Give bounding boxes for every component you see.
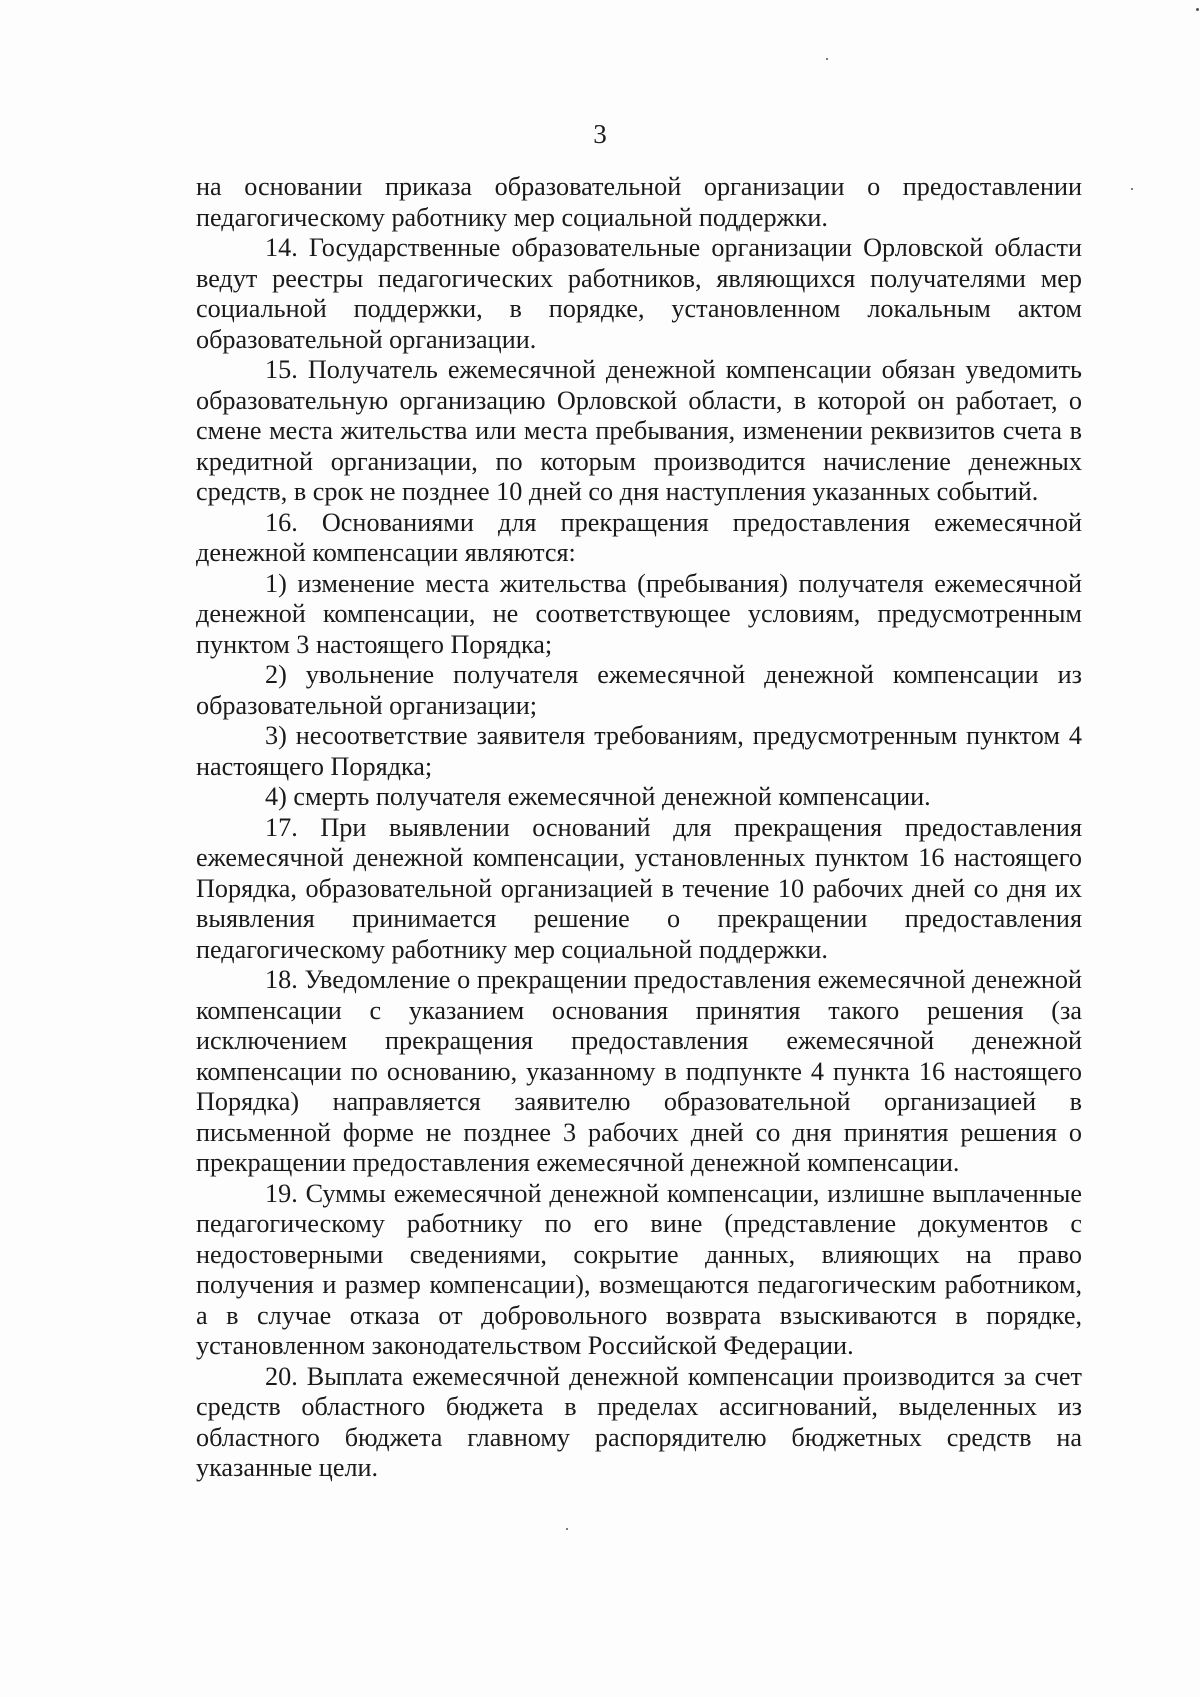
paragraph-16: 16. Основаниями для прекращения предоставления ежемесячной денежной компенсации являются: bbox=[196, 507, 1082, 567]
paragraph-16-item-3: 3) несоответствие заявителя требованиям, предусмотренным пунктом 4 настоящего Порядка; bbox=[196, 721, 1082, 781]
page-number: 3 bbox=[593, 119, 607, 149]
scan-speck bbox=[566, 1528, 568, 1530]
scan-speck bbox=[826, 58, 828, 60]
paragraph-continuation: на основании приказа образовательной организации о предоставлении педагогическому работнику мер социальной поддержки. bbox=[196, 172, 1082, 232]
paragraph-20: 20. Выплата ежемесячной денежной компенсации производится за счет средств областного бюджета в пределах ассигнований, выделенных из областного бюджета главному распорядителю бюджетных средств на указанные цели. bbox=[196, 1361, 1082, 1482]
paragraph-16-item-4: 4) смерть получателя ежемесячной денежной компенсации. bbox=[265, 782, 931, 811]
paragraph-19: 19. Суммы ежемесячной денежной компенсации, излишне выплаченные педагогическому работнику по его вине (представление документов с недостоверными сведениями, сокрытие данных, влияющих на право получения и размер компенсации), возмещаются педагогическим работником, а в случае отказа от добровольного возврата взыскиваются в порядке, установленном законодательством Российской Федерации. bbox=[196, 1178, 1082, 1360]
paragraph-17: 17. При выявлении оснований для прекращения предоставления ежемесячной денежной компенсации, установленных пунктом 16 настоящего Порядка, образовательной организацией в течение 10 рабочих дней со дня их выявления принимается решение о прекращении предоставления педагогическому работнику мер социальной поддержки. bbox=[196, 812, 1082, 964]
paragraph-14: 14. Государственные образовательные организации Орловской области ведут реестры педагогических работников, являющихся получателями мер социальной поддержки, в порядке, установленном локальным актом образовательной организации. bbox=[196, 233, 1082, 354]
paragraph-18: 18. Уведомление о прекращении предоставления ежемесячной денежной компенсации с указанием основания принятия такого решения (за исключением прекращения предоставления ежемесячной денежной компенсации по основанию, указанному в подпункте 4 пункта 16 настоящего Порядка) направляется заявителю образовательной организацией в письменной форме не позднее 3 рабочих дней со дня принятия решения о прекращении предоставления ежемесячной денежной компенсации. bbox=[196, 965, 1082, 1177]
document-body bbox=[196, 172, 1082, 1484]
scan-speck bbox=[1196, 8, 1199, 11]
scan-speck bbox=[1131, 188, 1133, 190]
paragraph-16-item-1: 1) изменение места жительства (пребывания) получателя ежемесячной денежной компенсации, не соответствующее условиям, предусмотренным пунктом 3 настоящего Порядка; bbox=[196, 568, 1082, 659]
paragraph-15: 15. Получатель ежемесячной денежной компенсации обязан уведомить образовательную организацию Орловской области, в которой он работает, о смене места жительства или места пребывания, изменении реквизитов счета в кредитной организации, по которым производится начисление денежных средств, в срок не позднее 10 дней со дня наступления указанных событий. bbox=[196, 355, 1082, 506]
paragraph-16-item-2: 2) увольнение получателя ежемесячной денежной компенсации из образовательной организации; bbox=[196, 660, 1082, 720]
